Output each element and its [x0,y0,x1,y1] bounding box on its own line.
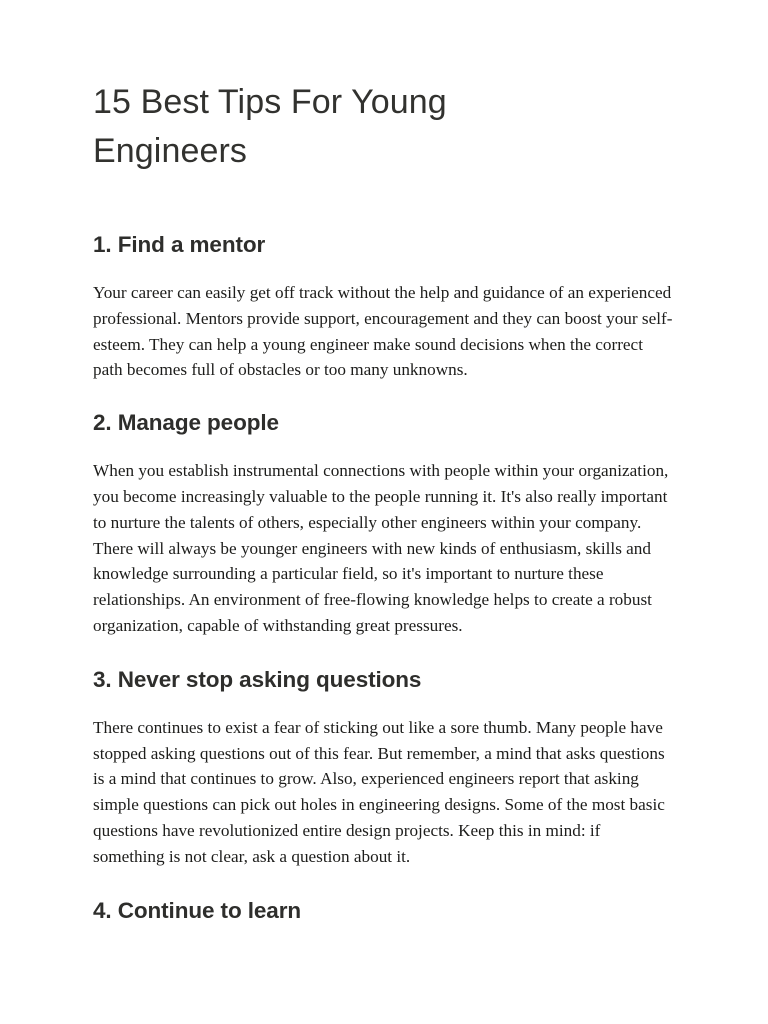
section-heading-3: 3. Never stop asking questions [93,666,422,692]
section-manage-people [93,409,673,639]
section-body-2: When you establish instrumental connections with people within your organization, you become increasingly valuable to the people running it. It's also really important to nurture the talents of others, especially other engineers within your company. There will always be younger engineers with new kinds of enthusiasm, skills and knowledge surrounding a particular field, so it's important to nurture these relationships. An environment of free-flowing knowledge helps to create a robust organization, capable of withstanding great pressures. [93,461,669,635]
section-find-a-mentor [93,231,673,383]
section-never-stop-asking-questions [93,666,673,870]
section-heading-2: 2. Manage people [93,410,279,436]
section-heading-4: 4. Continue to learn [93,897,302,923]
section-body-3: There continues to exist a fear of sticking out like a sore thumb. Many people have stopped asking questions out of this fear. But remember, a mind that asks questions is a mind that continues to grow. Also, experienced engineers report that asking simple questions can pick out holes in engineering designs. Some of the most basic questions have revolutionized entire design projects. Keep this in mind: if something is not clear, ask a question about it. [93,717,665,866]
page-title: 15 Best Tips For Young Engineers [93,83,447,170]
section-heading-1: 1. Find a mentor [93,232,266,257]
section-body-1: Your career can easily get off track without the help and guidance of an experienced professional. Mentors provide support, encouragement and they can boost your self-esteem. They can help a young engineer make sound decisions when the correct path becomes full of obstacles or too many unknowns. [93,283,673,380]
section-continue-to-learn [93,897,673,925]
document-content [93,78,673,925]
